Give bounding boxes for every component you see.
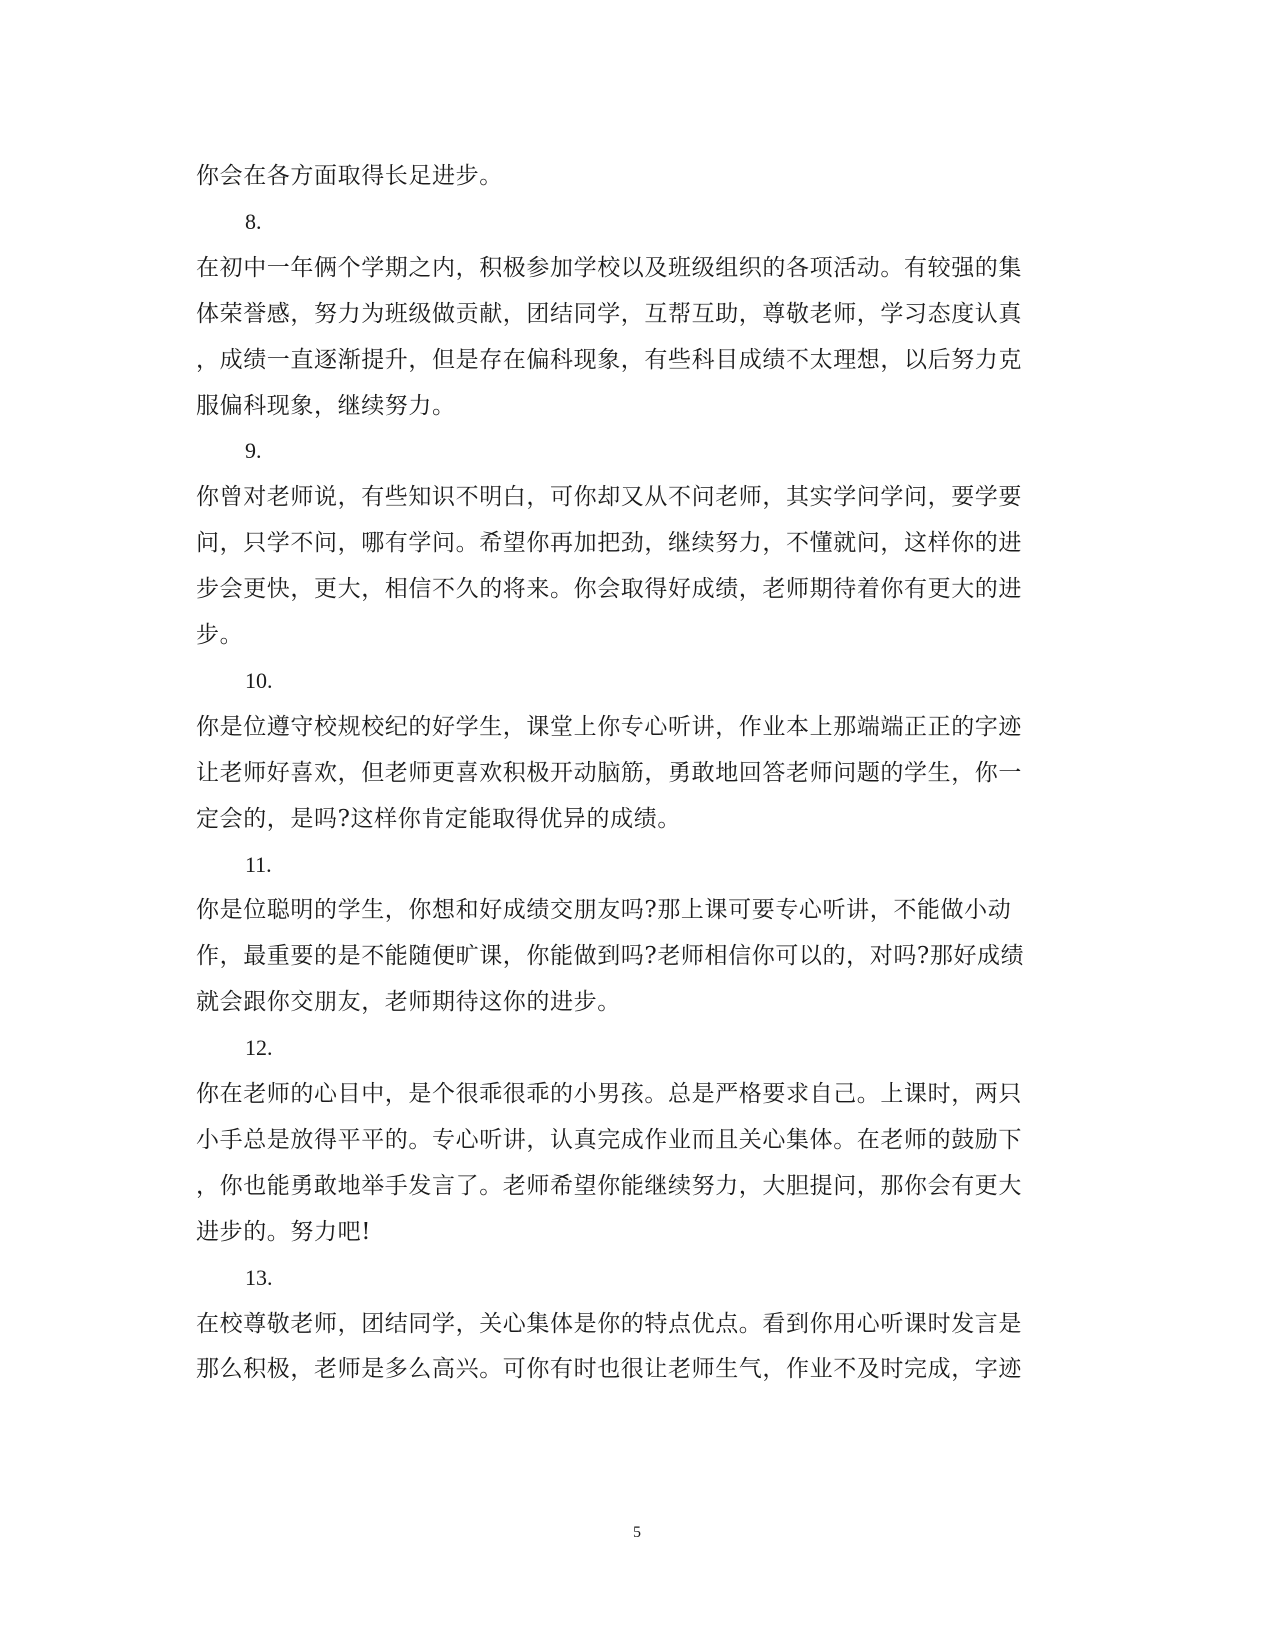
paragraph-line: 定会的，是吗?这样你肯定能取得优异的成绩。 bbox=[196, 805, 681, 832]
paragraph-line: 那么积极，老师是多么高兴。可你有时也很让老师生气，作业不及时完成，字迹 bbox=[196, 1356, 1022, 1383]
paragraph-line: 问，只学不问，哪有学问。希望你再加把劲，继续努力，不懂就问，这样你的进 bbox=[196, 530, 1022, 557]
paragraph-line: 步会更快，更大，相信不久的将来。你会取得好成绩，老师期待着你有更大的进 bbox=[196, 576, 1022, 603]
paragraph-line: 体荣誉感，努力为班级做贡献，团结同学，互帮互助，尊敬老师，学习态度认真 bbox=[196, 300, 1022, 327]
page-number: 5 bbox=[633, 1524, 641, 1541]
paragraph-line: 就会跟你交朋友，老师期待这你的进步。 bbox=[196, 989, 621, 1016]
paragraph-line: 你曾对老师说，有些知识不明白，可你却又从不问老师，其实学问学问，要学要 bbox=[196, 484, 1022, 511]
paragraph-line: 步。 bbox=[196, 622, 244, 648]
paragraph-line: 你是位遵守校规校纪的好学生，课堂上你专心听讲，作业本上那端端正正的字迹 bbox=[196, 713, 1022, 740]
paragraph-line: 进步的。努力吧! bbox=[196, 1218, 372, 1245]
item-number: 13. bbox=[245, 1264, 273, 1290]
paragraph-line: 小手总是放得平平的。专心听讲，认真完成作业而且关心集体。在老师的鼓励下 bbox=[196, 1126, 1022, 1153]
item-number: 12. bbox=[245, 1035, 273, 1061]
item-number: 8. bbox=[245, 208, 262, 234]
paragraph-line: 作，最重要的是不能随便旷课，你能做到吗?老师相信你可以的，对吗?那好成绩 bbox=[196, 943, 1025, 970]
paragraph-line: 你是位聪明的学生，你想和好成绩交朋友吗?那上课可要专心听讲，不能做小动 bbox=[196, 897, 1012, 924]
paragraph-line: 在初中一年俩个学期之内，积极参加学校以及班级组织的各项活动。有较强的集 bbox=[196, 254, 1022, 281]
paragraph-line: 服偏科现象，继续努力。 bbox=[196, 392, 456, 419]
paragraph-line: 让老师好喜欢，但老师更喜欢积极开动脑筋，勇敢地回答老师问题的学生，你一 bbox=[196, 759, 1022, 786]
paragraph-line: 你在老师的心目中，是个很乖很乖的小男孩。总是严格要求自己。上课时，两只 bbox=[196, 1081, 1022, 1107]
paragraph-line: 你会在各方面取得长足进步。 bbox=[196, 163, 503, 189]
item-number: 10. bbox=[245, 667, 273, 693]
paragraph-line: 在校尊敬老师，团结同学，关心集体是你的特点优点。看到你用心听课时发言是 bbox=[196, 1310, 1022, 1337]
item-number: 11. bbox=[245, 851, 272, 877]
item-number: 9. bbox=[245, 438, 262, 464]
paragraph-line: ，你也能勇敢地举手发言了。老师希望你能继续努力，大胆提问，那你会有更大 bbox=[196, 1172, 1022, 1199]
paragraph-line: ，成绩一直逐渐提升，但是存在偏科现象，有些科目成绩不太理想，以后努力克 bbox=[196, 346, 1022, 373]
